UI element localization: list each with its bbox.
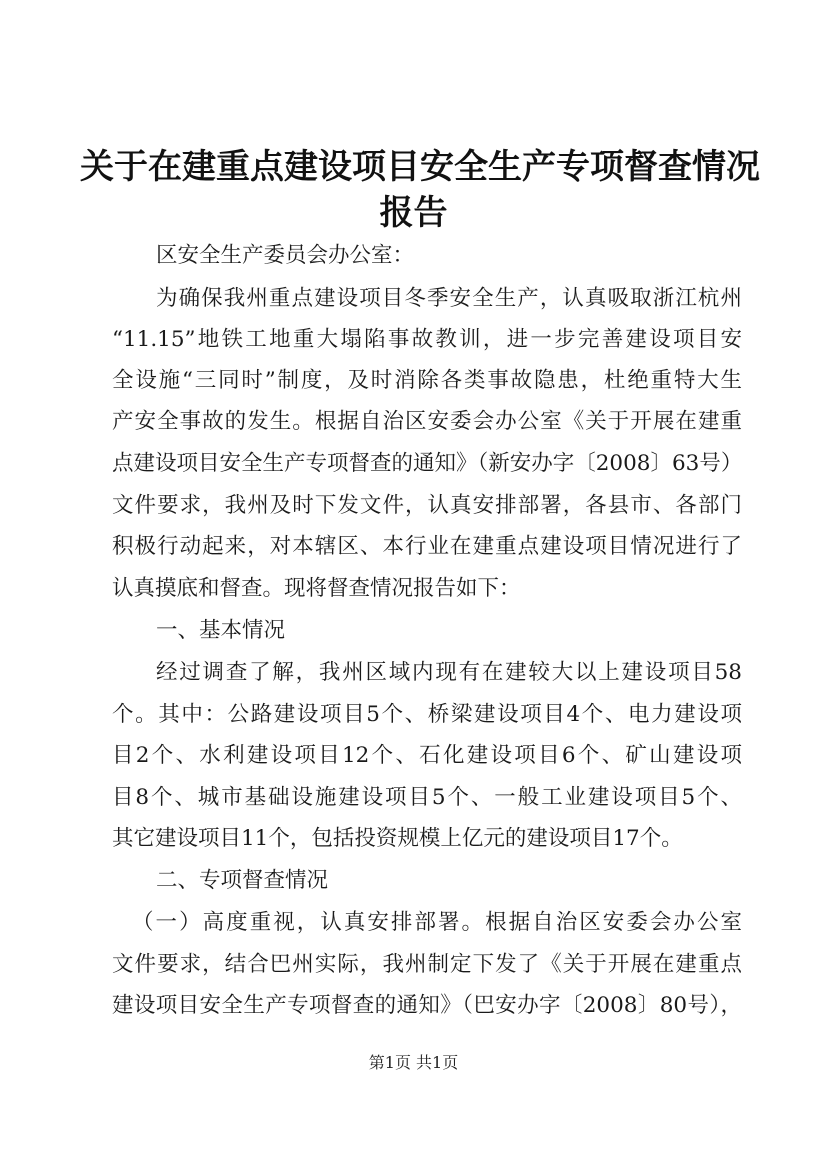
paragraph-line: “11.15”地铁工地重大塌陷事故教训，进一步完善建设项目安: [112, 327, 742, 352]
paragraph-line: 文件要求，结合巴州实际，我州制定下发了《关于开展在建重点: [112, 952, 742, 977]
paragraph-line: 建设项目安全生产专项督查的通知》（巴安办字〔2008〕80号），: [112, 993, 742, 1018]
paragraph-line: 其它建设项目11个，包括投资规模上亿元的建设项目17个。: [112, 826, 683, 851]
page-footer: 第1页 共1页: [368, 1053, 459, 1072]
document-title-line-2: 报告: [379, 193, 448, 233]
document-title-line-1: 关于在建重点建设项目安全生产专项督查情况: [80, 147, 760, 187]
paragraph-line: 目8个、城市基础设施建设项目5个、一般工业建设项目5个、: [112, 785, 742, 810]
paragraph-line: 个。其中：公路建设项目5个、桥梁建设项目4个、电力建设项: [112, 702, 742, 727]
paragraph-line: 点建设项目安全生产专项督查的通知》（新安办字〔2008〕63号）: [112, 451, 743, 476]
paragraph-line: 为确保我州重点建设项目冬季安全生产，认真吸取浙江杭州: [156, 286, 742, 311]
paragraph-line: 经过调查了解，我州区域内现有在建较大以上建设项目58: [156, 660, 742, 685]
section-heading: 一、基本情况: [156, 618, 286, 643]
addressee-line: 区安全生产委员会办公室：: [156, 243, 415, 268]
paragraph-line: 文件要求，我州及时下发文件，认真安排部署，各县市、各部门: [112, 493, 742, 518]
paragraph-line: 产安全事故的发生。根据自治区安委会办公室《关于开展在建重: [112, 409, 742, 434]
section-heading: 二、专项督查情况: [156, 868, 329, 893]
paragraph-line: （一）高度重视，认真安排部署。根据自治区安委会办公室: [132, 910, 742, 935]
paragraph-line: 认真摸底和督查。现将督查情况报告如下：: [112, 576, 521, 601]
paragraph-line: 目2个、水利建设项目12个、石化建设项目6个、矿山建设项: [112, 743, 742, 768]
paragraph-line: 积极行动起来，对本辖区、本行业在建重点建设项目情况进行了: [112, 534, 742, 559]
paragraph-line: 全设施“三同时”制度，及时消除各类事故隐患，杜绝重特大生: [112, 368, 742, 393]
